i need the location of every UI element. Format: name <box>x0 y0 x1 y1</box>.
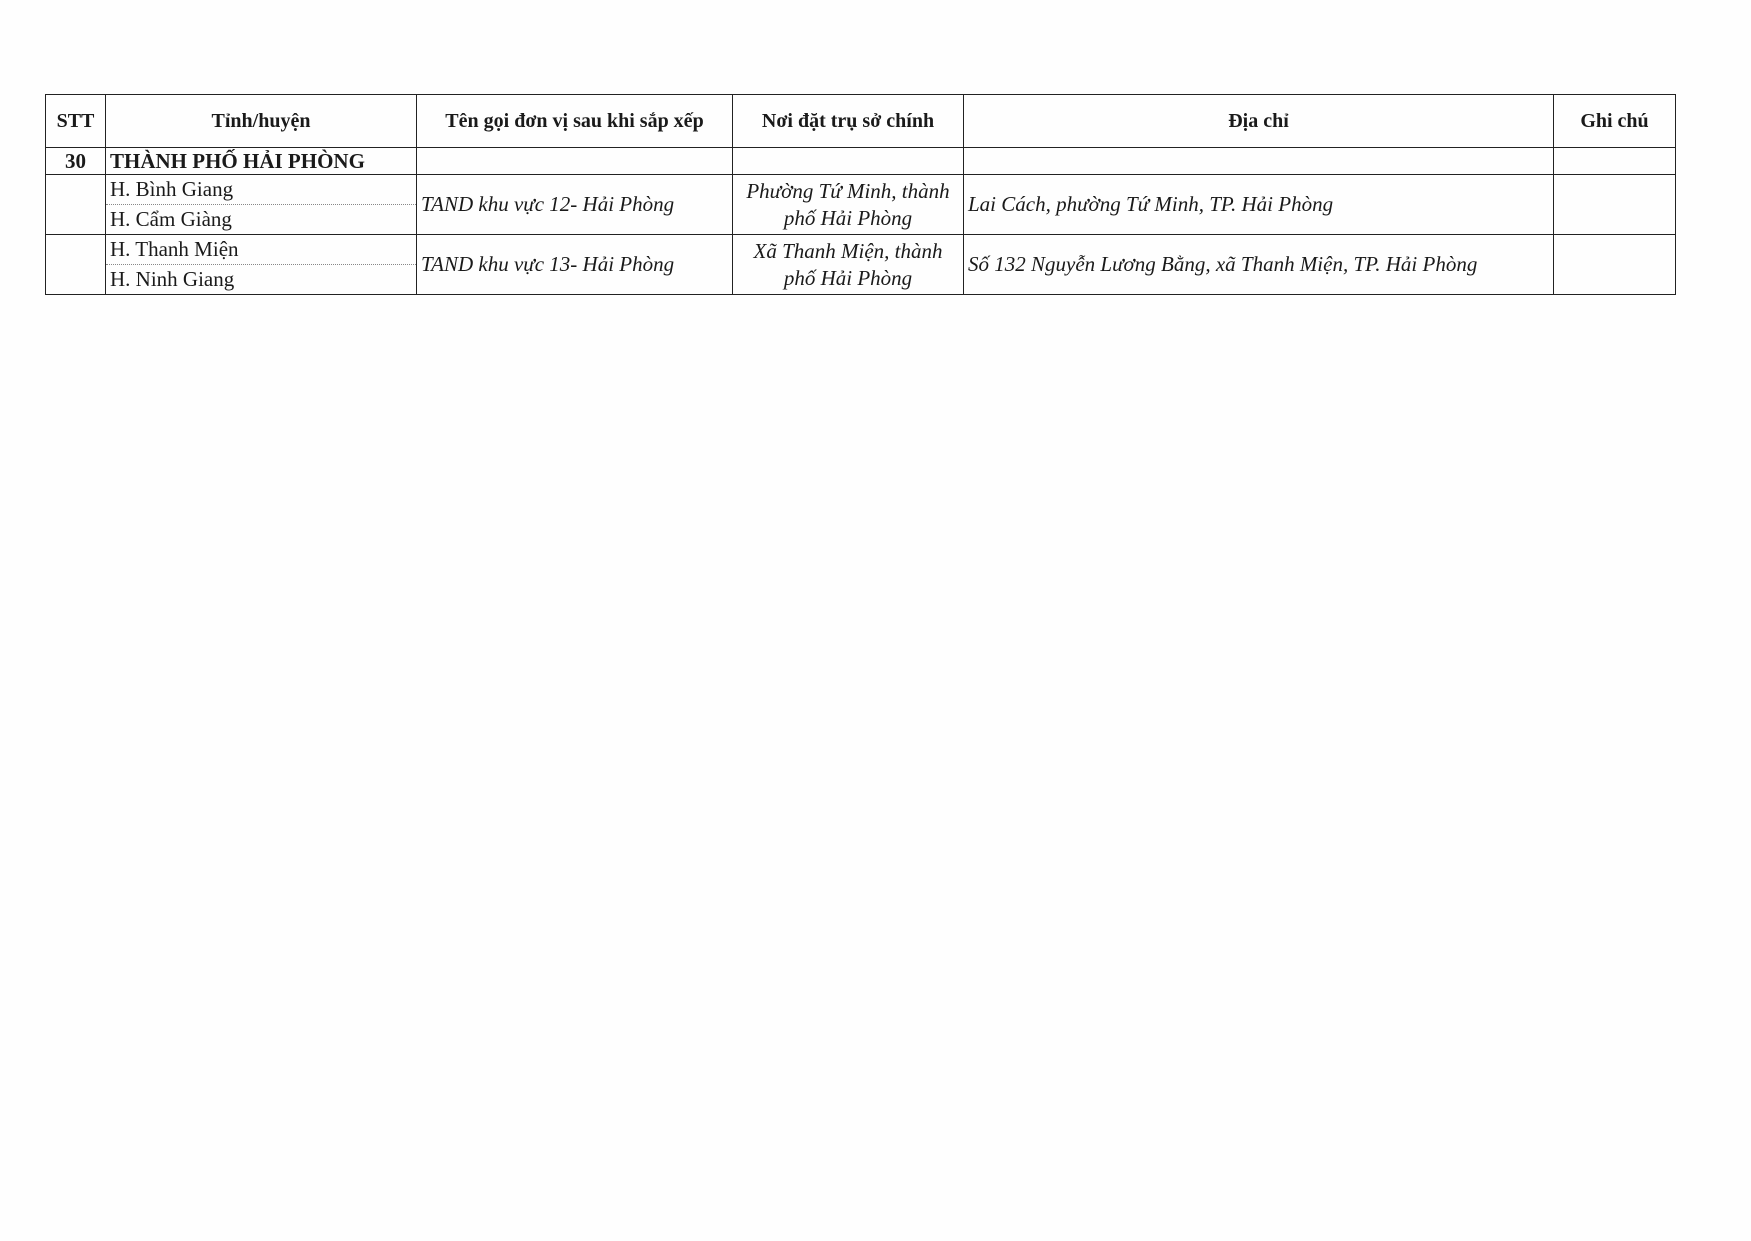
note <box>1554 235 1676 295</box>
province-row <box>46 148 1676 175</box>
header-row <box>46 95 1676 148</box>
empty-cell <box>733 148 964 175</box>
district-cell <box>106 175 417 235</box>
district-name: H. Thanh Miện <box>106 235 416 265</box>
province-stt: 30 <box>46 148 106 175</box>
hq-location: Phường Tứ Minh, thành phố Hải Phòng <box>733 175 964 235</box>
court-reorganization-table <box>45 94 1676 295</box>
header-stt: STT <box>46 95 106 148</box>
header-unit: Tên gọi đơn vị sau khi sắp xếp <box>417 95 733 148</box>
address: Số 132 Nguyễn Lương Bằng, xã Thanh Miện, TP. Hải Phòng <box>964 235 1554 295</box>
header-note: Ghi chú <box>1554 95 1676 148</box>
row-stt <box>46 235 106 295</box>
district-name: H. Bình Giang <box>106 175 416 205</box>
empty-cell <box>1554 148 1676 175</box>
table-row <box>46 175 1676 235</box>
empty-cell <box>417 148 733 175</box>
header-district: Tỉnh/huyện <box>106 95 417 148</box>
district-cell <box>106 235 417 295</box>
table-row <box>46 235 1676 295</box>
district-name: H. Cẩm Giàng <box>110 207 232 231</box>
unit-name: TAND khu vực 12- Hải Phòng <box>417 175 733 235</box>
header-address: Địa chỉ <box>964 95 1554 148</box>
unit-name: TAND khu vực 13- Hải Phòng <box>417 235 733 295</box>
row-stt <box>46 175 106 235</box>
district-name: H. Ninh Giang <box>110 267 235 291</box>
province-name: THÀNH PHỐ HẢI PHÒNG <box>106 148 417 175</box>
empty-cell <box>964 148 1554 175</box>
address: Lai Cách, phường Tứ Minh, TP. Hải Phòng <box>964 175 1554 235</box>
hq-location: Xã Thanh Miện, thành phố Hải Phòng <box>733 235 964 295</box>
header-hq: Nơi đặt trụ sở chính <box>733 95 964 148</box>
note <box>1554 175 1676 235</box>
